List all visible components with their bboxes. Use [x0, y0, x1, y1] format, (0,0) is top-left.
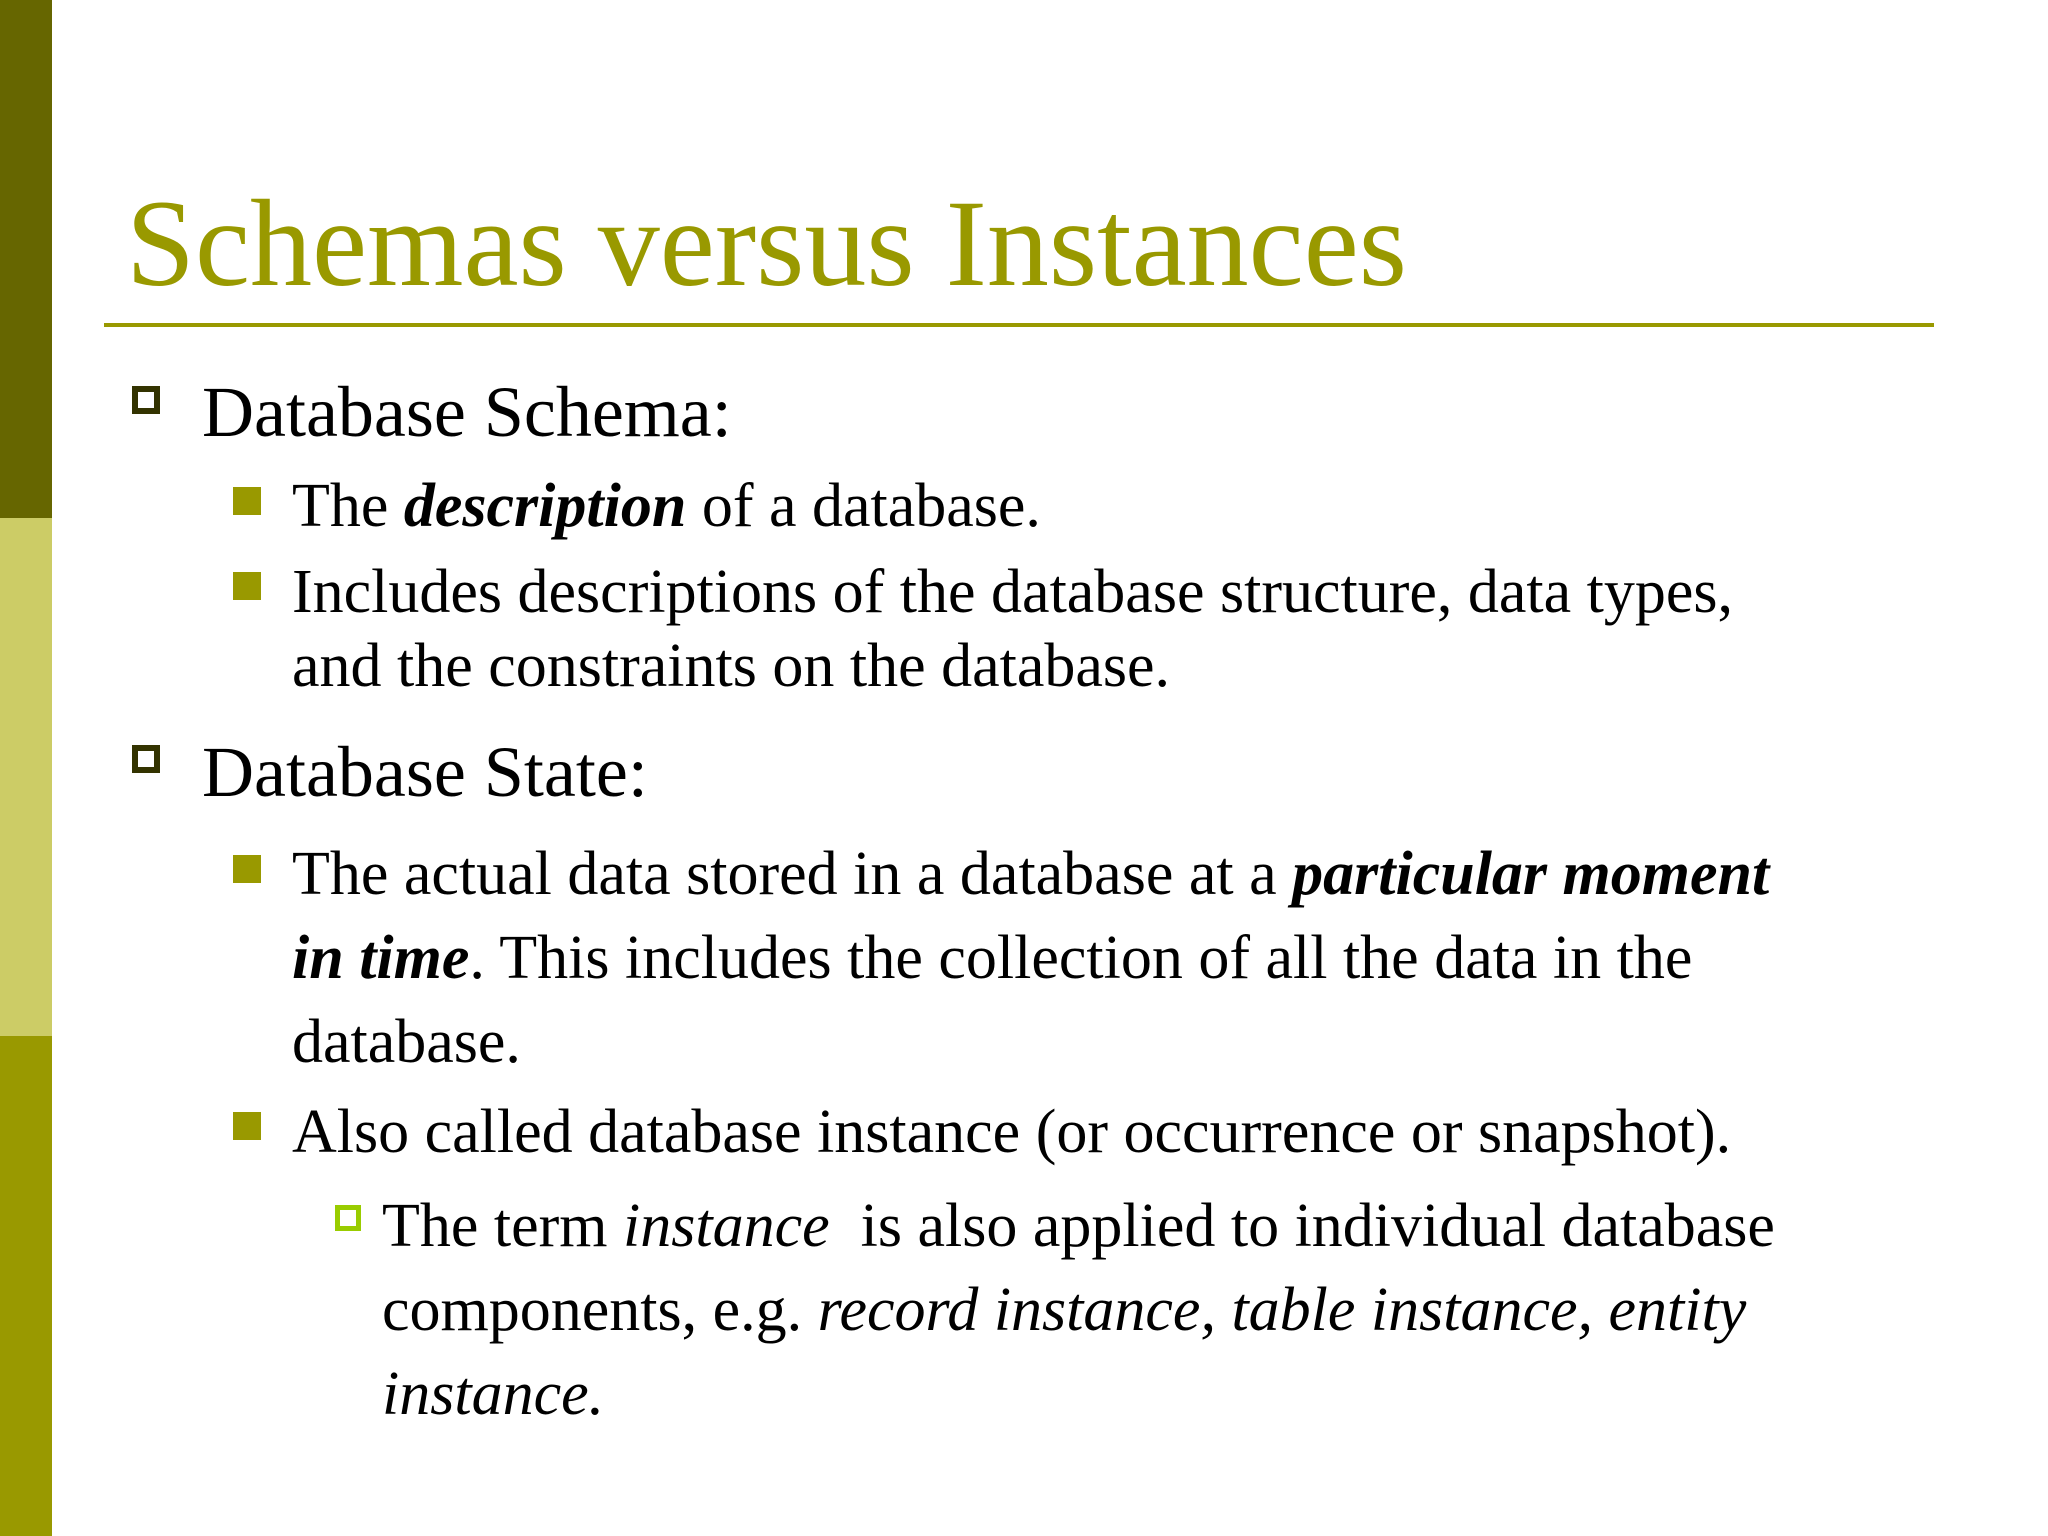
- square-bullet-icon: [233, 487, 261, 515]
- state-sub-bullet-line1: [382, 1184, 1775, 1268]
- state-bullet-actual-line2: [292, 916, 1692, 1000]
- text-segment: The term: [382, 1192, 624, 1260]
- square-bullet-icon: [233, 572, 261, 600]
- sidebar-color-bands: [0, 0, 52, 1536]
- square-bullet-icon: [335, 1205, 361, 1231]
- sidebar-band-top: [0, 0, 52, 518]
- emphasis-text: particular moment: [1292, 840, 1770, 908]
- state-bullet-also-called: Also called database instance (or occurrence or snapshot).: [292, 1098, 1732, 1166]
- text-segment: of a database.: [686, 472, 1041, 540]
- text-segment: . This includes the collection of all the data in the: [469, 924, 1693, 992]
- italic-text: instance.: [382, 1360, 605, 1428]
- square-bullet-icon: [233, 855, 261, 883]
- italic-text: record instance, table instance, entity: [817, 1276, 1747, 1344]
- text-segment: components, e.g.: [382, 1276, 818, 1344]
- state-sub-bullet-line3: [382, 1352, 604, 1436]
- slide-title: Schemas versus Instances: [126, 175, 1407, 312]
- text-segment: The actual data stored in a database at a: [292, 840, 1293, 908]
- sidebar-band-bottom: [0, 1036, 52, 1536]
- schema-bullet-description: [292, 464, 1041, 548]
- text-segment: The: [292, 472, 404, 540]
- state-heading: Database State:: [202, 732, 648, 812]
- state-bullet-actual-line1: [292, 832, 1769, 916]
- schema-heading: Database Schema:: [202, 372, 732, 452]
- state-bullet-actual-line3: database.: [292, 1008, 521, 1076]
- emphasis-text: in time: [292, 924, 470, 992]
- square-bullet-icon: [132, 386, 160, 414]
- state-sub-bullet-line2: [382, 1268, 1746, 1352]
- italic-text: instance: [623, 1192, 830, 1260]
- text-segment: is also applied to individual database: [829, 1192, 1775, 1260]
- square-bullet-icon: [132, 745, 160, 773]
- schema-bullet-includes-line1: Includes descriptions of the database structure, data types,: [292, 558, 1734, 626]
- schema-bullet-includes-line2: and the constraints on the database.: [292, 632, 1171, 700]
- title-underline: [104, 323, 1934, 327]
- sidebar-band-middle: [0, 518, 52, 1036]
- square-bullet-icon: [233, 1112, 261, 1140]
- emphasis-text: description: [403, 472, 687, 540]
